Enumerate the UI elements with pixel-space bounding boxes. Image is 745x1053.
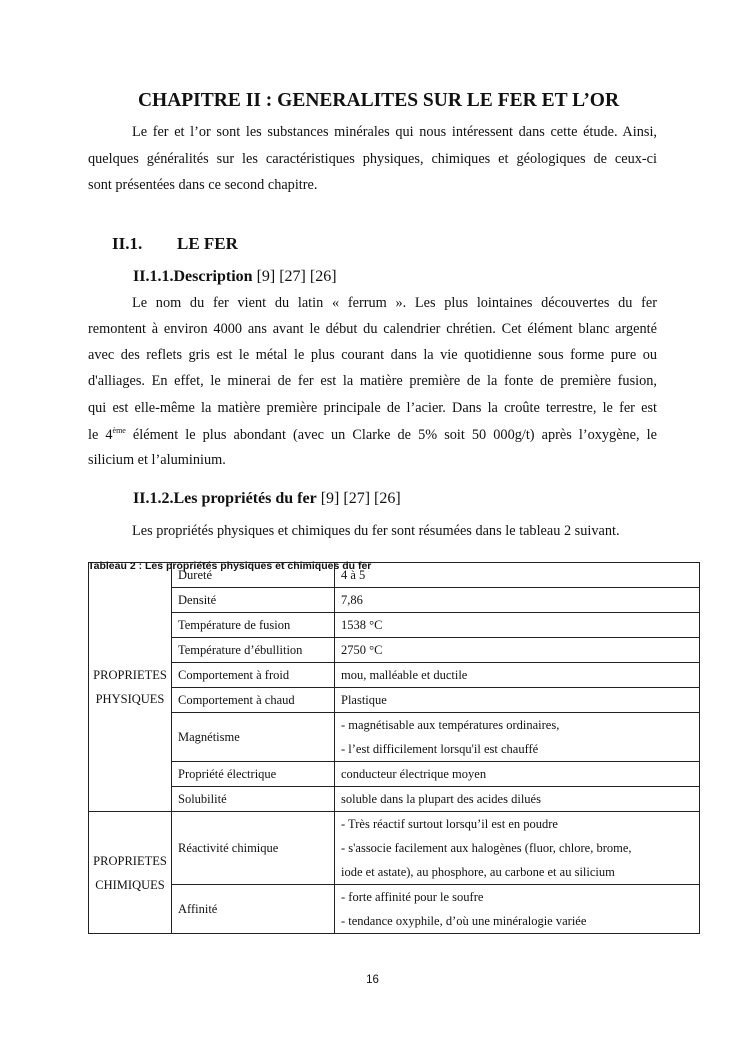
subsection-title: Description: [173, 268, 253, 285]
table-row: [89, 563, 700, 588]
table-row: [89, 588, 700, 613]
property-value: [335, 885, 700, 934]
property-name: Comportement à chaud: [172, 688, 335, 713]
body-line: [88, 426, 657, 444]
subsection-heading: [133, 268, 337, 286]
value-line: - s'associe facilement aux halogènes (fluor, chlore, brome,: [341, 841, 632, 855]
value-line: 2750 °C: [341, 643, 383, 657]
value-line: - magnétisable aux températures ordinaires,: [341, 718, 560, 732]
section-title: LE FER: [177, 234, 238, 253]
property-name: Température de fusion: [172, 613, 335, 638]
value-line: - forte affinité pour le soufre: [341, 890, 484, 904]
value-line: Plastique: [341, 693, 387, 707]
table-row: [89, 613, 700, 638]
property-value: [335, 762, 700, 787]
table-caption: Tableau 2 : Les propriétés physiques et chimiques du fer: [88, 560, 372, 572]
value-line: iode et astate), au phosphore, au carbone et au silicium: [341, 865, 615, 879]
table-row: [89, 688, 700, 713]
text: élément le plus abondant (avec un Clarke de 5% soit 50 000g/t) après l’oxygène, le: [125, 426, 657, 443]
page-number: 16: [366, 974, 379, 986]
value-line: - tendance oxyphile, d’où une minéralogie variée: [341, 914, 587, 928]
intro-line: sont présentées dans ce second chapitre.: [88, 177, 318, 193]
property-name: Réactivité chimique: [172, 812, 335, 885]
value-line: - Très réactif surtout lorsqu’il est en poudre: [341, 817, 558, 831]
property-value: [335, 663, 700, 688]
value-line: 1538 °C: [341, 618, 383, 632]
property-value: [335, 588, 700, 613]
property-name: Comportement à froid: [172, 663, 335, 688]
subsection-heading: [133, 490, 401, 508]
body-line: d'alliages. En effet, le minerai de fer est la matière première de la fonte de première fusion,: [88, 373, 657, 389]
property-value: [335, 713, 700, 762]
value-line: - l’est difficilement lorsqu'il est chauffé: [341, 742, 539, 756]
table-row: [89, 885, 700, 934]
group-label: [89, 563, 172, 812]
property-value: [335, 688, 700, 713]
value-line: mou, malléable et ductile: [341, 668, 468, 682]
table-row: [89, 762, 700, 787]
table-row: [89, 638, 700, 663]
body-line: qui est elle-même la matière première principale de l’acier. Dans la croûte terrestre, le fer est: [88, 400, 657, 416]
table-row: [89, 713, 700, 762]
table-row: [89, 663, 700, 688]
value-line: 4 à 5: [341, 568, 366, 582]
property-value: [335, 638, 700, 663]
body-line: remontent à environ 4000 ans avant le début du calendrier chrétien. Cet élément blanc argenté: [88, 321, 657, 337]
subsection-number: II.1.2.: [133, 490, 174, 507]
value-line: soluble dans la plupart des acides dilués: [341, 792, 541, 806]
group-label-line: PROPRIETES: [93, 668, 167, 682]
property-name: Affinité: [172, 885, 335, 934]
subsection-refs: [9] [27] [26]: [316, 490, 401, 507]
value-line: conducteur électrique moyen: [341, 767, 487, 781]
text: le 4: [88, 426, 113, 443]
superscript: ème: [112, 426, 126, 435]
property-value: [335, 613, 700, 638]
subsection-refs: [9] [27] [26]: [252, 268, 337, 285]
properties-table: [88, 562, 700, 934]
property-name: Densité: [172, 588, 335, 613]
subsection-number: II.1.1.: [133, 268, 174, 285]
group-label-line: PHYSIQUES: [95, 692, 165, 706]
property-name: Magnétisme: [172, 713, 335, 762]
property-value: [335, 563, 700, 588]
property-name: Dureté: [172, 563, 335, 588]
body-line: avec des reflets gris est le métal le plus courant dans la vie quotidienne sous forme pure ou: [88, 347, 657, 363]
table-row: [89, 812, 700, 885]
property-name: Température d’ébullition: [172, 638, 335, 663]
section-number: II.1.: [112, 234, 143, 253]
body-line: Le nom du fer vient du latin « ferrum ». Les plus lointaines découvertes du fer: [132, 295, 657, 311]
property-name: Propriété électrique: [172, 762, 335, 787]
table-row: [89, 787, 700, 812]
value-line: 7,86: [341, 593, 363, 607]
group-label-line: CHIMIQUES: [95, 877, 165, 892]
subsection-title: Les propriétés du fer: [173, 490, 317, 507]
intro-line: Le fer et l’or sont les substances minérales qui nous intéressent dans cette étude. Ainsi,: [132, 124, 657, 140]
body-line: Les propriétés physiques et chimiques du fer sont résumées dans le tableau 2 suivant.: [132, 523, 620, 539]
property-value: [335, 812, 700, 885]
property-name: Solubilité: [172, 787, 335, 812]
chapter-title: CHAPITRE II : GENERALITES SUR LE FER ET L’OR: [137, 90, 620, 111]
group-label: [89, 812, 172, 934]
group-label-line: PROPRIETES: [93, 853, 167, 868]
body-line: silicium et l’aluminium.: [88, 452, 226, 468]
property-value: [335, 787, 700, 812]
intro-line: quelques généralités sur les caractéristiques physiques, chimiques et géologiques de ceux-ci: [88, 151, 657, 167]
